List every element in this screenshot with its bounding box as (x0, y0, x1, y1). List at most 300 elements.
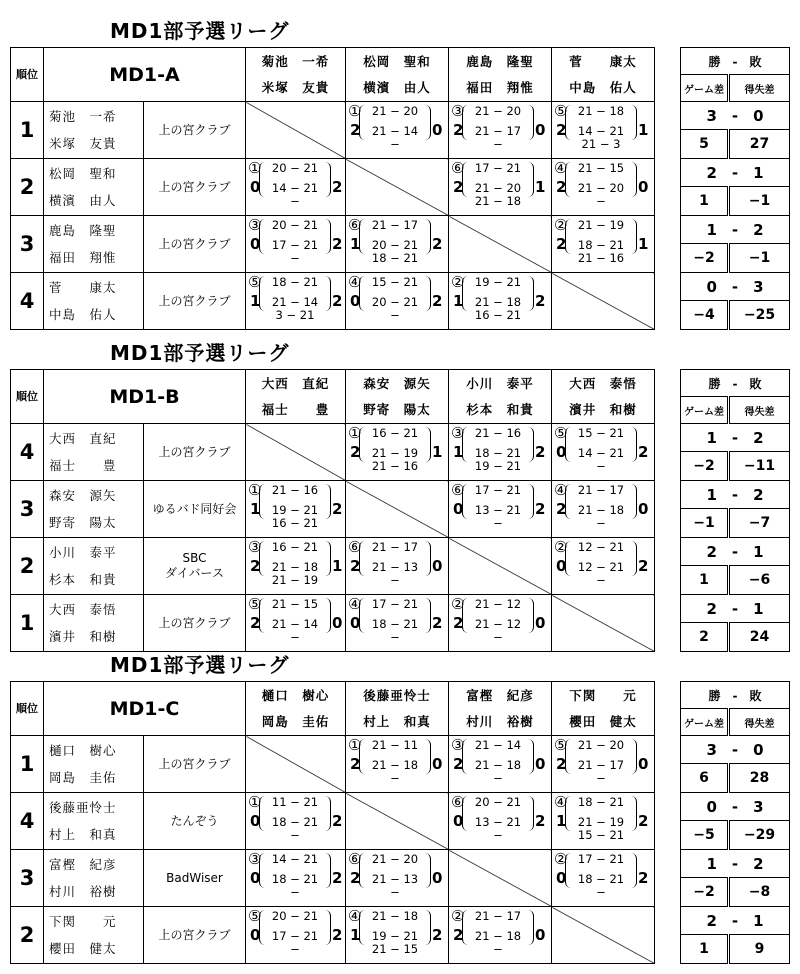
match-number: ⑥ (348, 849, 362, 868)
rank-value: 4 (11, 424, 44, 481)
match-result (552, 424, 655, 481)
point-diff-value: −29 (729, 821, 790, 850)
group-name: MD1-A (44, 48, 246, 102)
game-1-score: 21 − 11 (371, 737, 419, 752)
opponent-player-1: 小川 泰平 (466, 375, 534, 391)
player-1-name: 松岡 聖和 (49, 166, 117, 181)
game-2-3-scores (464, 296, 532, 322)
game-2-score: 21 − 19 (371, 445, 419, 460)
match-number: ⑤ (248, 594, 262, 613)
game-2-score: 17 − 21 (271, 928, 319, 943)
match-result (246, 907, 346, 964)
games-lost: 0 (638, 177, 649, 196)
match-score-box (346, 217, 448, 272)
game-2-3-scores (261, 182, 329, 208)
rank-header: 順位 (11, 682, 44, 736)
opponent-player-2: 櫻田 健太 (569, 713, 637, 729)
game-2-3-scores (361, 239, 429, 265)
game-diff-value: −2 (681, 878, 729, 907)
game-diff-value: −2 (681, 244, 729, 273)
opponent-player-2: 米塚 友貴 (261, 79, 330, 95)
opponent-header (346, 48, 449, 102)
match-result (346, 850, 449, 907)
match-score-box (449, 794, 551, 849)
player-2-name: 杉本 和貴 (49, 572, 117, 587)
game-3-score: 15 − 21 (577, 827, 625, 842)
game-2-score: 21 − 20 (577, 180, 625, 195)
game-2-3-scores (464, 618, 532, 644)
game-2-3-scores (361, 759, 429, 785)
opponent-player-2: 中島 佑人 (569, 79, 637, 95)
games-lost: 2 (332, 868, 343, 887)
match-score-box (449, 103, 551, 158)
opponent-player-1: 下関 元 (569, 687, 637, 703)
games-lost: 0 (638, 499, 649, 518)
self-match-cell (552, 595, 655, 652)
match-score-box (246, 217, 345, 272)
match-score-box (346, 274, 448, 329)
player-1-name: 鹿島 隆聖 (49, 223, 117, 238)
pair-names (44, 102, 144, 159)
games-lost: 1 (535, 177, 546, 196)
match-result (346, 273, 449, 330)
game-3-score: − (493, 515, 503, 530)
match-number: ⑥ (348, 537, 362, 556)
match-score-box (346, 539, 448, 594)
games-won: 1 (250, 499, 261, 518)
match-score-box (346, 737, 448, 792)
club-label: 上の宮クラブ (158, 927, 231, 942)
games-won: 0 (350, 613, 361, 632)
point-diff-value: −1 (729, 244, 790, 273)
games-lost: 0 (432, 120, 443, 139)
league-grid (10, 369, 655, 652)
point-diff-value: −1 (729, 187, 790, 216)
game-3-score: − (290, 884, 300, 899)
match-result (552, 736, 655, 793)
games-won: 0 (556, 868, 567, 887)
game-3-score: 21 − 16 (577, 250, 625, 265)
opponent-player-1: 大西 泰悟 (569, 375, 637, 391)
game-2-score: 21 − 18 (474, 757, 522, 772)
games-lost: 2 (332, 499, 343, 518)
game-1-score: 21 − 20 (577, 737, 625, 752)
game-1-score: 11 − 21 (271, 794, 319, 809)
match-number: ④ (554, 158, 568, 177)
player-1-name: 小川 泰平 (49, 545, 117, 560)
game-1-score: 21 − 16 (474, 425, 522, 440)
games-won: 2 (350, 868, 361, 887)
group-name: MD1-B (44, 370, 246, 424)
match-score-box (552, 851, 654, 906)
games-lost: 0 (638, 754, 649, 773)
game-1-score: 21 − 17 (577, 482, 625, 497)
match-number: ③ (248, 215, 262, 234)
match-number: ③ (248, 849, 262, 868)
match-result (552, 481, 655, 538)
self-match-cell (346, 159, 449, 216)
win-loss-record: 1 - 2 (681, 481, 790, 509)
games-lost: 2 (638, 811, 649, 830)
game-1-score: 17 − 21 (474, 482, 522, 497)
match-score-box (449, 425, 551, 480)
game-1-score: 18 − 21 (271, 274, 319, 289)
game-1-score: 21 − 15 (271, 596, 319, 611)
club-name (144, 273, 246, 330)
player-1-name: 大西 泰悟 (49, 602, 117, 617)
game-3-score: − (290, 941, 300, 956)
games-won: 0 (453, 499, 464, 518)
games-lost: 1 (332, 556, 343, 575)
win-loss-record: 2 - 1 (681, 907, 790, 935)
match-score-box (552, 794, 654, 849)
game-2-score: 18 − 21 (474, 445, 522, 460)
game-2-score: 14 − 21 (577, 123, 625, 138)
match-result (346, 736, 449, 793)
club-name (144, 481, 246, 538)
game-1-score: 21 − 17 (371, 539, 419, 554)
pair-names (44, 481, 144, 538)
game-2-3-scores (567, 125, 635, 151)
point-diff-value: 28 (729, 764, 790, 793)
game-2-3-scores (261, 561, 329, 587)
opponent-player-1: 大西 直紀 (261, 375, 330, 391)
match-result (246, 793, 346, 850)
games-lost: 2 (332, 925, 343, 944)
game-2-score: 17 − 21 (271, 237, 319, 252)
pair-names (44, 538, 144, 595)
win-loss-header: 勝 - 敗 (681, 48, 790, 75)
game-diff-header: ゲーム差 (681, 709, 729, 736)
games-lost: 2 (432, 291, 443, 310)
game-2-3-scores (464, 816, 532, 842)
game-2-3-scores (464, 504, 532, 530)
game-diff-value: 1 (681, 935, 729, 964)
club-label: 上の宮クラブ (158, 756, 231, 771)
game-2-3-scores (361, 618, 429, 644)
game-3-score: − (596, 572, 606, 587)
match-score-box (449, 908, 551, 963)
match-score-box (346, 908, 448, 963)
game-2-score: 21 − 13 (371, 559, 419, 574)
game-1-score: 20 − 21 (271, 160, 319, 175)
match-score-box (552, 425, 654, 480)
self-match-cell (246, 736, 346, 793)
rank-value: 1 (11, 736, 44, 793)
game-diff-value: −1 (681, 509, 729, 538)
opponent-player-2: 村上 和真 (363, 713, 431, 729)
point-diff-value: −6 (729, 566, 790, 595)
match-result (246, 216, 346, 273)
pair-names (44, 850, 144, 907)
opponent-player-2: 岡島 圭佑 (261, 713, 330, 729)
game-diff-header: ゲーム差 (681, 397, 729, 424)
match-number: ⑥ (451, 480, 465, 499)
games-won: 2 (453, 925, 464, 944)
self-match-cell (449, 538, 552, 595)
game-2-3-scores (261, 816, 329, 842)
club-label: 上の宮クラブ (158, 615, 231, 630)
game-3-score: 21 − 15 (371, 941, 419, 956)
game-diff-value: 6 (681, 764, 729, 793)
pair-names (44, 595, 144, 652)
match-number: ③ (451, 423, 465, 442)
player-2-name: 野寄 陽太 (49, 515, 117, 530)
match-result (246, 538, 346, 595)
opponent-player-1: 富樫 紀彦 (466, 687, 534, 703)
games-lost: 2 (638, 556, 649, 575)
club-name (144, 850, 246, 907)
match-score-box (246, 851, 345, 906)
match-score-box (449, 160, 551, 215)
games-lost: 0 (535, 925, 546, 944)
match-result (552, 793, 655, 850)
opponent-header (246, 48, 346, 102)
game-diff-value: 1 (681, 566, 729, 595)
match-result (449, 159, 552, 216)
game-2-3-scores (261, 239, 329, 265)
game-1-score: 21 − 17 (474, 908, 522, 923)
match-number: ① (348, 423, 362, 442)
game-1-score: 15 − 21 (371, 274, 419, 289)
game-2-score: 21 − 12 (474, 616, 522, 631)
game-2-3-scores (464, 125, 532, 151)
game-2-score: 12 − 21 (577, 559, 625, 574)
match-score-box (552, 103, 654, 158)
club-name (144, 793, 246, 850)
games-won: 1 (453, 291, 464, 310)
rank-value: 2 (11, 159, 44, 216)
game-2-3-scores (464, 447, 532, 473)
games-won: 0 (453, 811, 464, 830)
standings-table (680, 369, 790, 652)
game-2-3-scores (567, 561, 635, 587)
match-score-box (246, 794, 345, 849)
games-lost: 2 (432, 234, 443, 253)
game-1-score: 21 − 19 (577, 217, 625, 232)
opponent-player-1: 森安 源矢 (363, 375, 431, 391)
game-2-3-scores (361, 296, 429, 322)
self-match-cell (346, 481, 449, 538)
games-lost: 2 (332, 811, 343, 830)
match-score-box (246, 274, 345, 329)
game-2-score: 21 − 19 (577, 814, 625, 829)
game-2-3-scores (567, 504, 635, 530)
game-3-score: − (596, 458, 606, 473)
match-number: ④ (554, 792, 568, 811)
match-number: ② (554, 537, 568, 556)
games-won: 0 (556, 442, 567, 461)
point-diff-header: 得失差 (729, 397, 790, 424)
match-result (552, 538, 655, 595)
player-2-name: 福田 翔惟 (49, 250, 117, 265)
game-3-score: − (493, 629, 503, 644)
game-3-score: − (596, 884, 606, 899)
game-1-score: 21 − 20 (474, 103, 522, 118)
games-lost: 0 (432, 868, 443, 887)
league-title: MD1部予選リーグ (110, 341, 290, 365)
games-won: 2 (250, 613, 261, 632)
games-won: 2 (453, 613, 464, 632)
games-won: 2 (350, 442, 361, 461)
match-number: ② (451, 272, 465, 291)
win-loss-record: 3 - 0 (681, 736, 790, 764)
match-result (449, 793, 552, 850)
game-3-score: − (390, 770, 400, 785)
game-3-score: − (596, 515, 606, 530)
match-score-box (246, 908, 345, 963)
game-1-score: 21 − 18 (371, 908, 419, 923)
game-2-3-scores (261, 504, 329, 530)
game-2-3-scores (567, 182, 635, 208)
game-3-score: − (596, 193, 606, 208)
opponent-player-1: 菅 康太 (569, 53, 637, 69)
games-won: 2 (350, 556, 361, 575)
game-1-score: 19 − 21 (474, 274, 522, 289)
player-1-name: 富樫 紀彦 (49, 857, 117, 872)
match-number: ③ (451, 735, 465, 754)
point-diff-header: 得失差 (729, 709, 790, 736)
self-match-cell (449, 216, 552, 273)
games-won: 0 (250, 234, 261, 253)
win-loss-record: 2 - 1 (681, 538, 790, 566)
club-name (144, 538, 246, 595)
player-1-name: 菅 康太 (49, 280, 117, 295)
games-lost: 0 (332, 613, 343, 632)
match-score-box (346, 596, 448, 651)
pair-names (44, 216, 144, 273)
club-label: BadWiser (166, 870, 223, 885)
game-3-score: 21 − 3 (581, 136, 621, 151)
game-3-score: − (493, 770, 503, 785)
match-score-box (449, 596, 551, 651)
win-loss-record: 1 - 2 (681, 216, 790, 244)
point-diff-value: −8 (729, 878, 790, 907)
game-diff-value: 5 (681, 130, 729, 159)
club-label: 上の宮クラブ (158, 122, 231, 137)
club-name (144, 595, 246, 652)
game-2-score: 21 − 13 (371, 871, 419, 886)
match-result (346, 538, 449, 595)
point-diff-value: −7 (729, 509, 790, 538)
game-2-3-scores (261, 873, 329, 899)
game-diff-value: 1 (681, 187, 729, 216)
game-3-score: − (493, 136, 503, 151)
player-2-name: 岡島 圭佑 (49, 770, 117, 785)
games-lost: 1 (638, 120, 649, 139)
player-1-name: 樋口 樹心 (49, 743, 117, 758)
games-won: 1 (453, 442, 464, 461)
self-match-cell (552, 907, 655, 964)
game-2-3-scores (361, 873, 429, 899)
match-result (246, 481, 346, 538)
self-match-cell (246, 102, 346, 159)
games-lost: 1 (638, 234, 649, 253)
games-won: 2 (556, 499, 567, 518)
game-2-score: 21 − 18 (577, 502, 625, 517)
games-won: 1 (556, 811, 567, 830)
games-won: 0 (250, 925, 261, 944)
game-1-score: 21 − 18 (577, 103, 625, 118)
rank-value: 4 (11, 273, 44, 330)
match-result (449, 102, 552, 159)
games-lost: 2 (535, 811, 546, 830)
self-match-cell (449, 850, 552, 907)
match-score-box (449, 274, 551, 329)
standings-table (680, 681, 790, 964)
game-diff-value: 2 (681, 623, 729, 652)
game-2-score: 21 − 18 (474, 294, 522, 309)
club-label: たんぞう (170, 813, 219, 828)
game-2-score: 21 − 20 (474, 180, 522, 195)
games-lost: 2 (638, 442, 649, 461)
self-match-cell (552, 273, 655, 330)
games-won: 0 (350, 291, 361, 310)
game-3-score: − (390, 572, 400, 587)
games-won: 0 (556, 556, 567, 575)
game-1-score: 20 − 21 (271, 908, 319, 923)
match-number: ④ (348, 594, 362, 613)
game-diff-value: −2 (681, 452, 729, 481)
games-won: 2 (350, 754, 361, 773)
match-score-box (552, 217, 654, 272)
opponent-header (552, 682, 655, 736)
pair-names (44, 907, 144, 964)
match-score-box (246, 482, 345, 537)
game-2-score: 13 − 21 (474, 814, 522, 829)
games-lost: 1 (432, 442, 443, 461)
game-2-3-scores (567, 873, 635, 899)
match-result (449, 481, 552, 538)
match-number: ⑤ (248, 906, 262, 925)
win-loss-header: 勝 - 敗 (681, 682, 790, 709)
game-2-score: 20 − 21 (371, 237, 419, 252)
self-match-cell (246, 424, 346, 481)
match-result (552, 850, 655, 907)
opponent-player-2: 村川 裕樹 (466, 713, 534, 729)
win-loss-header: 勝 - 敗 (681, 370, 790, 397)
games-lost: 2 (535, 291, 546, 310)
club-name (144, 216, 246, 273)
match-number: ② (451, 594, 465, 613)
club-name (144, 102, 246, 159)
match-score-box (552, 160, 654, 215)
game-3-score: − (390, 136, 400, 151)
match-score-box (552, 539, 654, 594)
opponent-header (346, 682, 449, 736)
game-2-score: 18 − 21 (371, 616, 419, 631)
pair-names (44, 159, 144, 216)
match-result (346, 907, 449, 964)
match-result (346, 216, 449, 273)
club-label: 上の宮クラブ (158, 444, 231, 459)
win-loss-record: 0 - 3 (681, 273, 790, 301)
game-3-score: − (596, 770, 606, 785)
game-2-score: 21 − 17 (577, 757, 625, 772)
match-result (346, 595, 449, 652)
match-score-box (449, 482, 551, 537)
games-lost: 2 (638, 868, 649, 887)
game-3-score: − (493, 827, 503, 842)
player-2-name: 中島 佑人 (49, 307, 117, 322)
rank-value: 1 (11, 102, 44, 159)
game-3-score: 21 − 19 (271, 572, 319, 587)
game-2-score: 21 − 14 (371, 123, 419, 138)
games-won: 1 (350, 925, 361, 944)
game-2-3-scores (464, 759, 532, 785)
win-loss-record: 1 - 2 (681, 424, 790, 452)
match-number: ⑤ (248, 272, 262, 291)
